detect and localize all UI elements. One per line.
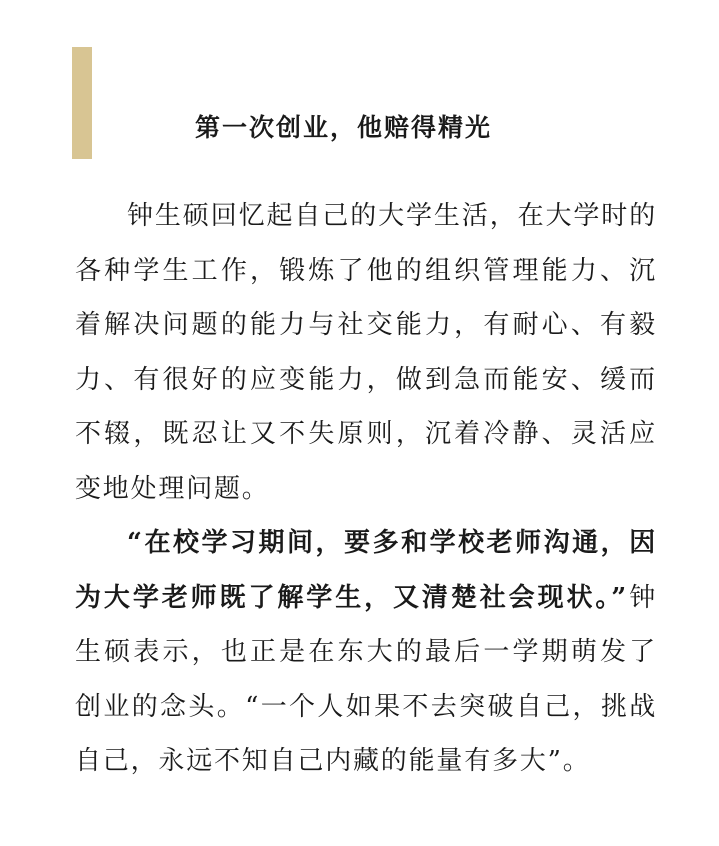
bold-quote: “在校学习期间，要多和学校老师沟通，因为大学老师既了解学生，又清楚社会现状。” <box>75 528 657 613</box>
article-body <box>75 189 657 789</box>
paragraph-2-text: 钟生硕表示，也正是在东大的最后一学期萌发了创业的念头。“一个人如果不去突破自己，挑战自己，永远不知自己内藏的能量有多大”。 <box>75 582 657 776</box>
accent-bar <box>72 47 92 159</box>
paragraph-2 <box>75 516 657 789</box>
paragraph-1: 钟生硕回忆起自己的大学生活，在大学时的各种学生工作，锻炼了他的组织管理能力、沉着解决问题的能力与社交能力，有耐心、有毅力、有很好的应变能力，做到急而能安、缓而不辍，既忍让又不失原则，沉着冷静、灵活应变地处理问题。 <box>75 201 657 504</box>
section-title: 第一次创业，他赔得精光 <box>195 113 493 142</box>
